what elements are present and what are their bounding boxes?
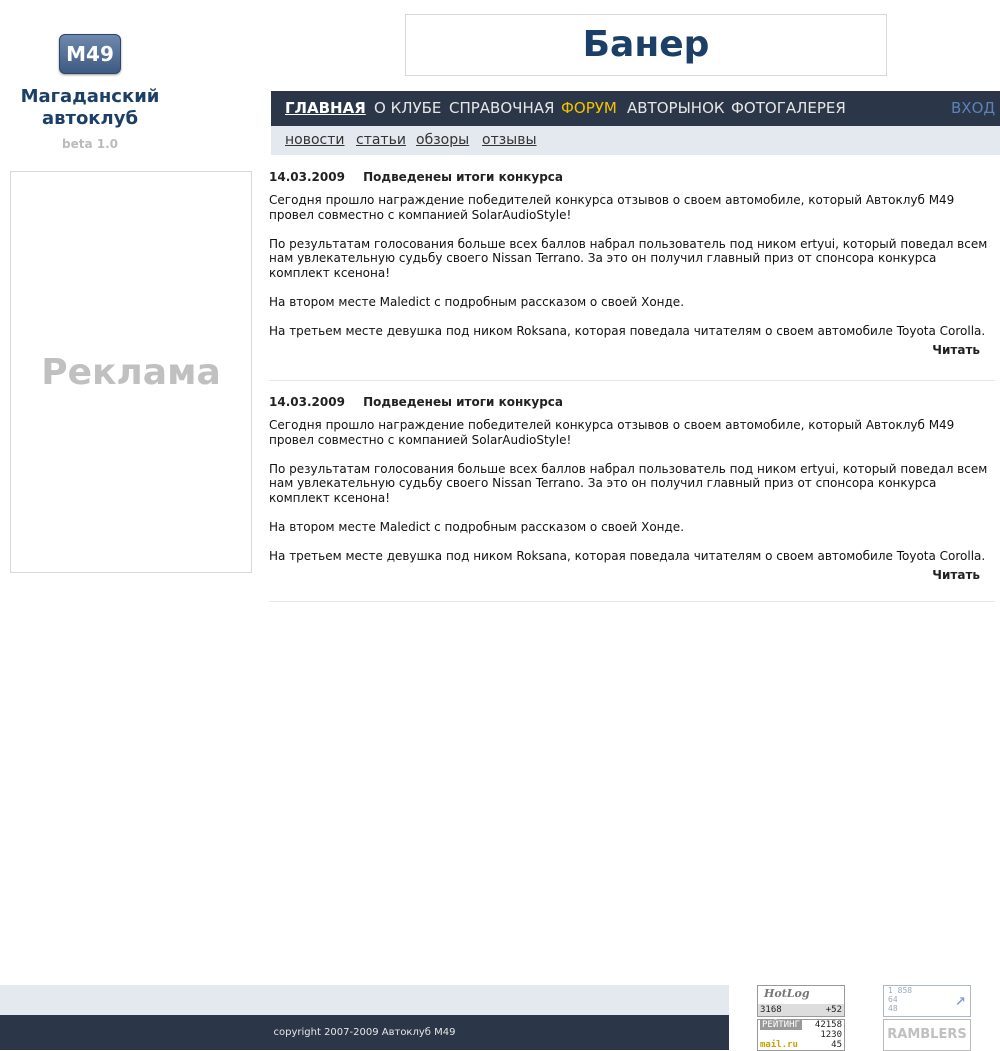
nav-item-about[interactable]: О КЛУБЕ — [374, 99, 442, 117]
article-title[interactable]: Подведенеы итоги конкурса — [363, 170, 564, 184]
site-logo[interactable] — [10, 34, 170, 152]
article-header — [269, 169, 995, 185]
read-more-link[interactable]: Читать — [932, 568, 980, 582]
mailru-row — [758, 1030, 844, 1040]
article-paragraph: На третьем месте девушка под ником Roksana, которая поведала читателям о своем автомобиле Toyota Corolla. — [269, 548, 986, 563]
mailru-rating-label: РЕЙТИНГ — [762, 1020, 800, 1030]
nav-item-car-market[interactable]: АВТОРЫНОК — [627, 99, 725, 117]
mailru-counter[interactable] — [757, 1019, 845, 1051]
article-date: 14.03.2009 — [269, 395, 345, 409]
article-title[interactable]: Подведенеы итоги конкурса — [363, 395, 564, 409]
subnav-item-news[interactable]: новости — [285, 132, 345, 148]
news-article — [269, 394, 995, 602]
rambler-brand: RAMBLERS — [887, 1027, 967, 1042]
article-paragraph: По результатам голосования больше всех баллов набрал пользователь под ником ertyui, который поведал всем нам увлекательную судьбу своего Nissan Terrano. За это он получил главный приз от спонсора конкурса комплект ксенона! — [269, 236, 988, 280]
article-header — [269, 394, 995, 410]
article-paragraph: Сегодня прошло награждение победителей конкурса отзывов о своем автомобиле, который Автоклуб М49 провел совместно с компанией SolarAudioStyle! — [269, 418, 955, 447]
mailru-value-1: 42158 — [814, 1020, 842, 1030]
article-body — [269, 193, 995, 338]
mailru-row — [758, 1020, 844, 1030]
rambler-counter[interactable] — [883, 985, 971, 1017]
hotlog-stats — [758, 1004, 844, 1016]
footer-top-bar — [0, 985, 729, 1015]
read-more-link[interactable]: Читать — [932, 343, 980, 357]
subnav-item-reviews[interactable]: обзоры — [416, 132, 470, 148]
version-label: beta 1.0 — [62, 137, 118, 151]
subnav-item-articles[interactable]: статьи — [356, 132, 406, 148]
mailru-row — [758, 1040, 844, 1050]
main-nav — [271, 91, 1000, 126]
banner-placeholder[interactable]: Банер — [405, 14, 887, 76]
article-date: 14.03.2009 — [269, 170, 345, 184]
copyright-text: copyright 2007-2009 Автоклуб М49 — [273, 1027, 456, 1038]
nav-item-reference[interactable]: СПРАВОЧНАЯ — [449, 99, 555, 117]
login-link[interactable]: ВХОД — [951, 99, 996, 117]
article-paragraph: На втором месте Maledict с подробным рассказом о своей Хонде. — [269, 294, 685, 309]
logo-title-line1: Магаданский — [20, 86, 160, 107]
footer-bar — [0, 1015, 729, 1050]
mailru-value-2: 1230 — [820, 1030, 842, 1040]
article-paragraph: На втором месте Maledict с подробным рассказом о своей Хонде. — [269, 519, 685, 534]
news-article — [269, 169, 995, 381]
logo-badge: M49 — [59, 34, 121, 74]
rambler-value-2: 64 — [888, 995, 898, 1004]
rambler-value-3: 48 — [888, 1004, 898, 1013]
logo-title-line2: автоклуб — [41, 108, 139, 129]
article-paragraph: На третьем месте девушка под ником Roksana, которая поведала читателям о своем автомобиле Toyota Corolla. — [269, 323, 986, 338]
nav-item-photo-gallery[interactable]: ФОТОГАЛЕРЕЯ — [731, 99, 846, 117]
nav-item-home[interactable]: ГЛАВНАЯ — [285, 99, 366, 117]
subnav-item-feedback[interactable]: отзывы — [482, 132, 537, 148]
hotlog-counter[interactable] — [757, 985, 845, 1017]
logo-title — [10, 86, 170, 130]
mailru-value-3: 45 — [831, 1040, 842, 1050]
sub-nav — [271, 126, 1000, 155]
rambler-value-1: 1 858 — [888, 986, 913, 995]
article-body — [269, 418, 995, 563]
hotlog-logo: HotLog — [764, 987, 810, 1000]
hotlog-visits: 3168 — [760, 1005, 782, 1015]
hotlog-delta: +52 — [825, 1005, 842, 1015]
rambler-top-logo[interactable] — [883, 1019, 971, 1051]
ad-placeholder[interactable]: Реклама — [10, 171, 252, 573]
article-paragraph: По результатам голосования больше всех баллов набрал пользователь под ником ertyui, который поведал всем нам увлекательную судьбу своего Nissan Terrano. За это он получил главный приз от спонсора конкурса комплект ксенона! — [269, 461, 988, 505]
article-paragraph: Сегодня прошло награждение победителей конкурса отзывов о своем автомобиле, который Автоклуб М49 провел совместно с компанией SolarAudioStyle! — [269, 193, 955, 222]
mailru-logo: mail.ru — [760, 1040, 798, 1050]
nav-item-forum[interactable]: ФОРУМ — [561, 99, 617, 117]
arrow-up-right-icon: ↗ — [955, 989, 966, 1010]
